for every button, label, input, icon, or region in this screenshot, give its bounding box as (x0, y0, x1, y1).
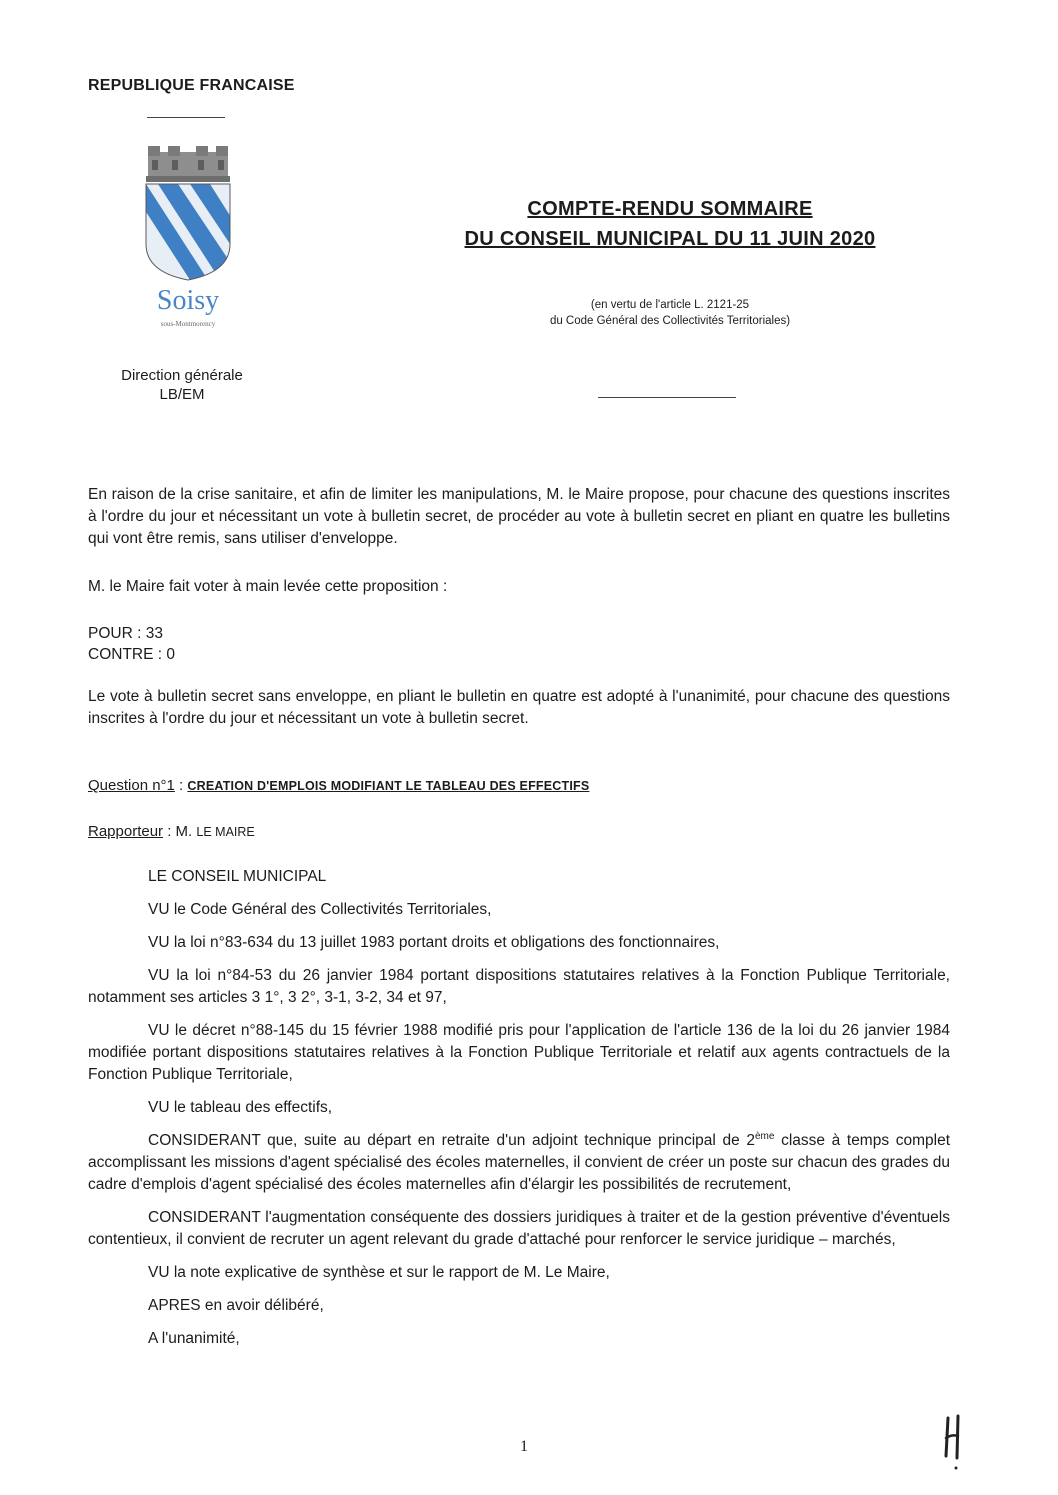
considerant-retraite-part-2: classe à temps complet accomplissant les missions d'agent spécialisé des écoles maternelles, il convient de créer un poste sur chacun des grades du cadre d'emplois d'agent spécialisé des écoles maternelles afin d'élargir les possibilités de recrutement, (88, 1132, 950, 1193)
recital-tableau: VU le tableau des effectifs, (148, 1099, 333, 1116)
city-crest (138, 144, 238, 334)
author-initials: LB/EM (159, 386, 205, 403)
title-divider (598, 397, 736, 398)
recital-loi-83-634: VU la loi n°83-634 du 13 juillet 1983 portant droits et obligations des fonctionnaires, (148, 934, 720, 951)
question-title: CREATION D'EMPLOIS MODIFIANT LE TABLEAU DES EFFECTIFS (187, 779, 590, 793)
legal-reference-line-1: (en vertu de l'article L. 2121-25 (590, 299, 750, 311)
signature-icon (940, 1412, 970, 1472)
recital-loi-84-53: VU la loi n°84-53 du 26 janvier 1984 portant dispositions statutaires relatives à la Fonction Publique Territoriale, notamment ses articles 3 1°, 3 2°, 3-1, 3-2, 34 et 97, (88, 967, 950, 1006)
rapporteur-line (88, 823, 255, 840)
legal-reference (470, 297, 870, 329)
title-line-1: COMPTE-RENDU SOMMAIRE (527, 198, 813, 220)
rapporteur-separator: : M. (163, 823, 197, 840)
council-heading: LE CONSEIL MUNICIPAL (148, 868, 327, 885)
crest-name: Soisy (156, 285, 220, 316)
ordinal-superscript: ème (754, 1130, 775, 1142)
crest-subtitle: sous-Montmorency (160, 320, 216, 328)
vote-adoption: Le vote à bulletin secret sans enveloppe, en pliant le bulletin en quatre est adopté à l'unanimité, pour chacune des questions inscrites à l'ordre du jour et nécessitant un vote à bulletin secret. (88, 688, 950, 727)
direction-block (112, 366, 252, 404)
unanimity-line: A l'unanimité, (148, 1330, 240, 1347)
title-line-2: DU CONSEIL MUNICIPAL DU 11 JUIN 2020 (464, 228, 876, 250)
rapporteur-name: LE MAIRE (196, 825, 255, 839)
header-divider (147, 117, 225, 118)
considerant-retraite-part-1: CONSIDERANT que, suite au départ en retraite d'un adjoint technique principal de 2 (148, 1132, 755, 1149)
vote-for: POUR : 33 (88, 625, 163, 642)
considerant-juridique: CONSIDERANT l'augmentation conséquente des dossiers juridiques à traiter et de la gestion préventive d'éventuels contentieux, il convient de recruter un agent relevant du grade d'attaché pour renforcer le service juridique – marchés, (88, 1209, 950, 1248)
vote-results (88, 623, 950, 665)
recital-note: VU la note explicative de synthèse et sur le rapport de M. Le Maire, (148, 1264, 610, 1281)
page-number: 1 (520, 1438, 528, 1455)
vote-against: CONTRE : 0 (88, 646, 175, 663)
vote-proposal: M. le Maire fait voter à main levée cette proposition : (88, 578, 448, 595)
intro-paragraph: En raison de la crise sanitaire, et afin de limiter les manipulations, M. le Maire propose, pour chacune des questions inscrites à l'ordre du jour et nécessitant un vote à bulletin secret, de procéder au vote à bulletin secret en pliant en quatre les bulletins qui vont être remis, sans utiliser d'enveloppe. (88, 486, 950, 547)
question-separator: : (174, 777, 188, 794)
crest-icon (138, 144, 238, 334)
deliberation-body (88, 866, 950, 1361)
considerant-retraite (88, 1130, 950, 1196)
republic-heading: REPUBLIQUE FRANCAISE (88, 77, 295, 94)
recital-decret-88-145: VU le décret n°88-145 du 15 février 1988 modifié pris pour l'application de l'article 136 de la loi du 26 janvier 1984 modifiée portant dispositions statutaires relatives à la Fonction Publique Territoriale et relatif aux agents contractuels de la Fonction Publique Territoriale, (88, 1022, 950, 1083)
question-label: Question n°1 (88, 777, 175, 794)
recital-cgct: VU le Code Général des Collectivités Territoriales, (148, 901, 492, 918)
handwritten-initial (940, 1412, 970, 1472)
deliberation-line: APRES en avoir délibéré, (148, 1297, 324, 1314)
document-title (400, 194, 940, 254)
rapporteur-label: Rapporteur (88, 823, 164, 840)
legal-reference-line-2: du Code Général des Collectivités Territoriales) (549, 315, 791, 327)
question-heading (88, 777, 589, 794)
direction-label: Direction générale (121, 367, 243, 384)
